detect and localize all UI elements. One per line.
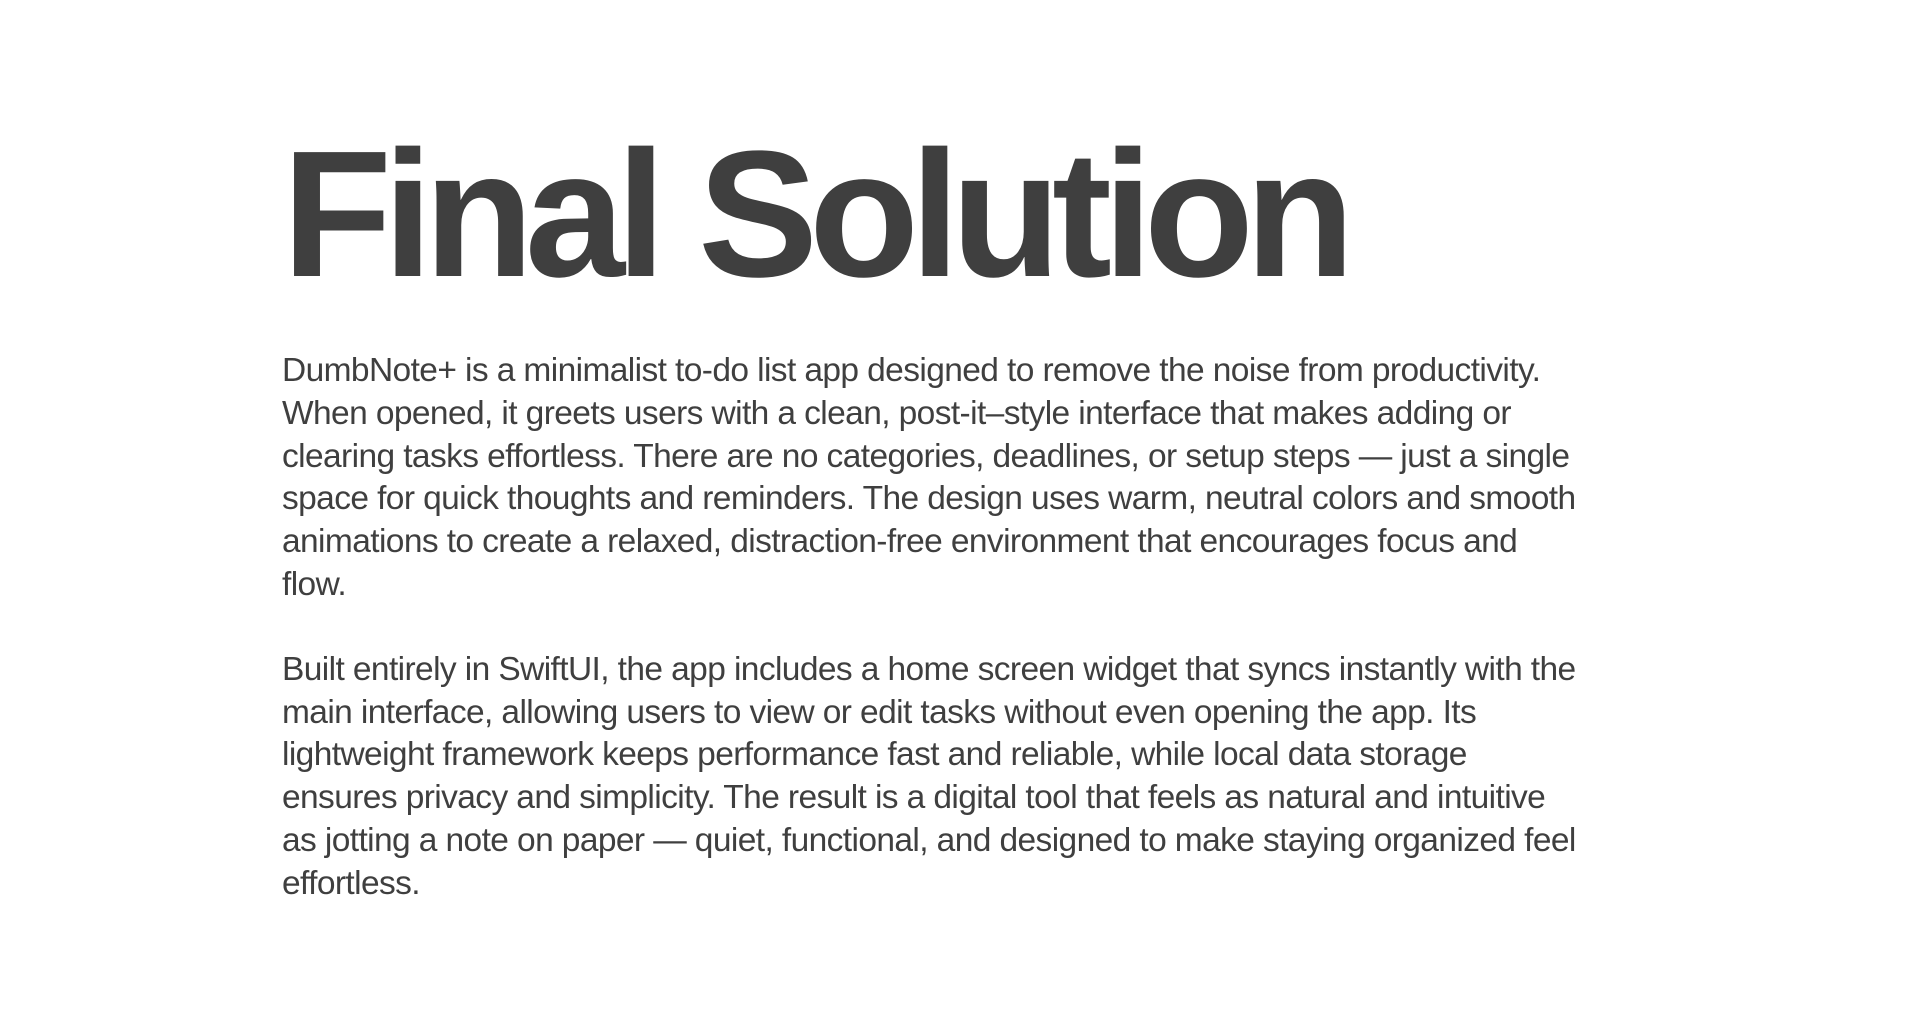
paragraph-overview: DumbNote+ is a minimalist to-do list app designed to remove the noise from productivity. When opened, it greets users with a clean, post-it–style interface that makes adding or clearing tasks effortless. There are no categories, deadlines, or setup steps — just a single space for quick thoughts and reminders. The design uses warm, neutral colors and smooth animations to create a relaxed, distraction-free environment that encourages focus and flow. (282, 352, 1576, 603)
paragraph-technical: Built entirely in SwiftUI, the app includes a home screen widget that syncs instantly with the main interface, allowing users to view or edit tasks without even opening the app. Its lightweight framework keeps performance fast and reliable, while local data storage ensures privacy and simplicity. The result is a digital tool that feels as natural and intuitive as jotting a note on paper — quiet, functional, and designed to make staying organized feel effortless. (282, 650, 1576, 902)
slide-content (282, 114, 1582, 906)
page-title: Final Solution (282, 114, 1346, 315)
body-text (282, 350, 1582, 906)
